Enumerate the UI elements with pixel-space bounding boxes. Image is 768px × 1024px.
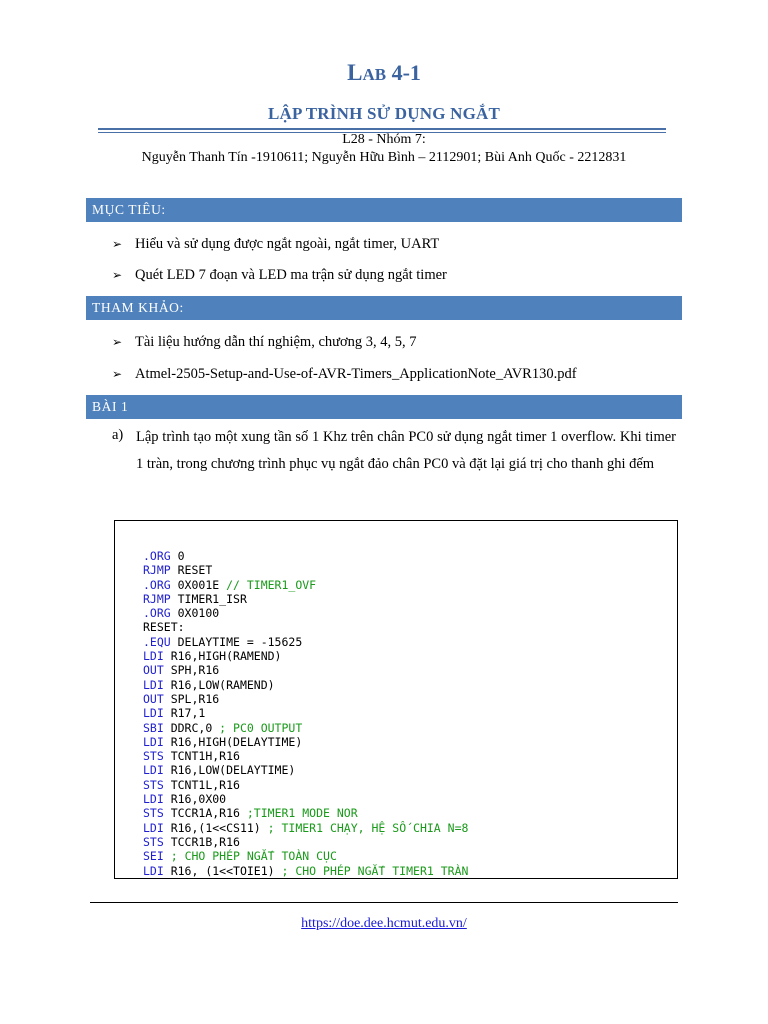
code-comment: ; CHO PHÉP NGẮT TOÀN CỤC <box>170 849 337 864</box>
arrow-bullet-icon: ➢ <box>112 268 123 282</box>
code-operands: RESET <box>170 563 213 578</box>
code-operands: R16,HIGH(RAMEND) <box>163 649 282 664</box>
members-line: Nguyễn Thanh Tín -1910611; Nguyễn Hữu Bình – 2112901; Bùi Anh Quốc - 2212831 <box>141 150 627 165</box>
code-line <box>143 606 468 620</box>
code-line <box>143 620 468 634</box>
code-line <box>143 864 468 878</box>
code-keyword: LDI <box>143 677 164 692</box>
code-keyword: OUT <box>143 663 164 678</box>
code-keyword: STS <box>143 834 164 849</box>
code-line <box>143 835 468 849</box>
code-comment: // TIMER1_OVF <box>226 577 317 592</box>
code-operands: R16,0X00 <box>163 792 227 807</box>
code-operands: SPL,R16 <box>163 691 220 706</box>
code-listing <box>143 549 468 878</box>
code-keyword: .ORG <box>143 549 171 563</box>
code-keyword: LDI <box>143 734 164 749</box>
code-keyword: STS <box>143 749 164 764</box>
code-operands: TIMER1_ISR <box>170 591 247 606</box>
code-line <box>143 678 468 692</box>
code-keyword: .ORG <box>143 577 171 592</box>
code-comment: ; PC0 OUTPUT <box>219 720 303 735</box>
document-title <box>0 60 768 86</box>
task-label: a) <box>112 427 124 443</box>
title-first-letter: L <box>347 60 363 85</box>
code-operands: DDRC,0 <box>163 720 220 735</box>
code-line <box>143 592 468 606</box>
code-keyword: STS <box>143 806 164 821</box>
list-item-text: Quét LED 7 đoạn và LED ma trận sử dụng ngắt timer <box>135 267 447 283</box>
title-divider-thick <box>98 128 666 130</box>
code-line <box>143 578 468 592</box>
code-line <box>143 792 468 806</box>
code-comment: ; CHO PHÉP NGẮT TIMER1 TRÀN <box>281 863 469 878</box>
code-line <box>143 635 468 649</box>
code-operands: R16,HIGH(DELAYTIME) <box>163 734 303 749</box>
code-keyword: STS <box>143 777 164 792</box>
code-line <box>143 778 468 792</box>
list-item-text: Hiểu và sử dụng được ngắt ngoài, ngắt timer, UART <box>135 236 440 252</box>
code-operands <box>164 849 171 863</box>
code-operands: TCCR1A,R16 <box>163 806 247 821</box>
code-block <box>114 520 678 879</box>
document-subtitle: LẬP TRÌNH SỬ DỤNG NGẮT <box>267 104 501 123</box>
section-heading-exercise-1: BÀI 1 <box>86 395 682 419</box>
code-keyword: LDI <box>143 706 164 721</box>
list-item-text: Tài liệu hướng dẫn thí nghiệm, chương 3, 4, 5, 7 <box>135 334 417 350</box>
arrow-bullet-icon: ➢ <box>112 367 123 381</box>
code-operands: R16,LOW(DELAYTIME) <box>163 763 296 778</box>
title-small-caps: AB <box>362 65 387 84</box>
code-keyword: RJMP <box>143 563 171 578</box>
code-line <box>143 849 468 863</box>
code-operands: R17,1 <box>163 706 206 721</box>
code-operands: 0X001E <box>170 577 227 592</box>
code-operands: R16,LOW(RAMEND) <box>163 677 275 692</box>
code-line <box>143 749 468 763</box>
code-operands: SPH,R16 <box>163 663 220 678</box>
code-line <box>143 649 468 663</box>
code-comment: ; TIMER1 CHẠY, HỆ SỐ CHIA N=8 <box>267 820 469 835</box>
code-keyword: SBI <box>143 720 164 735</box>
code-keyword: OUT <box>143 691 164 706</box>
task-description: Lập trình tạo một xung tần số 1 Khz trên chân PC0 sử dụng ngắt timer 1 overflow. Khi timer 1 tràn, trong chương trình phục vụ ngắt đảo chân PC0 và đặt lại giá trị cho thanh ghi đếm <box>136 429 676 472</box>
code-keyword: LDI <box>143 792 164 807</box>
code-keyword: LDI <box>143 763 164 778</box>
code-comment: ;TIMER1 MODE NOR <box>246 806 358 821</box>
code-line <box>143 563 468 577</box>
arrow-bullet-icon: ➢ <box>112 335 123 349</box>
section-heading-references: THAM KHẢO: <box>86 296 682 320</box>
list-item <box>112 234 439 254</box>
list-item <box>112 364 577 384</box>
code-operands: DELAYTIME = -15625 <box>170 634 303 649</box>
code-line <box>143 663 468 677</box>
code-keyword: LDI <box>143 649 164 664</box>
section-heading-objectives: MỤC TIÊU: <box>86 198 682 222</box>
code-line <box>143 763 468 777</box>
code-keyword: LDI <box>143 863 164 878</box>
code-line <box>143 549 468 563</box>
code-keyword: .EQU <box>143 634 171 649</box>
list-item <box>112 332 417 352</box>
code-operands: 0X0100 <box>170 606 220 621</box>
list-item-text: Atmel-2505-Setup-and-Use-of-AVR-Timers_ApplicationNote_AVR130.pdf <box>135 366 577 382</box>
code-line <box>143 706 468 720</box>
footer-link[interactable]: https://doe.dee.hcmut.edu.vn/ <box>301 916 467 931</box>
title-number: 4-1 <box>391 60 421 85</box>
footer-divider <box>90 902 678 903</box>
code-keyword: LDI <box>143 820 164 835</box>
code-operands: RESET: <box>143 620 185 635</box>
code-line <box>143 721 468 735</box>
list-item <box>112 265 447 285</box>
code-line <box>143 821 468 835</box>
code-operands: R16,(1<<CS11) <box>163 820 268 835</box>
code-operands: 0 <box>170 549 185 563</box>
group-label: L28 - Nhóm 7: <box>342 132 426 147</box>
code-line <box>143 806 468 820</box>
code-operands: R16, (1<<TOIE1) <box>163 863 282 878</box>
code-keyword: SEI <box>143 849 164 864</box>
code-operands: TCNT1L,R16 <box>163 777 240 792</box>
code-operands: TCNT1H,R16 <box>163 749 240 764</box>
code-keyword: .ORG <box>143 606 171 621</box>
code-line <box>143 692 468 706</box>
code-operands: TCCR1B,R16 <box>163 834 240 849</box>
code-line <box>143 735 468 749</box>
arrow-bullet-icon: ➢ <box>112 237 123 251</box>
code-keyword: RJMP <box>143 591 171 606</box>
